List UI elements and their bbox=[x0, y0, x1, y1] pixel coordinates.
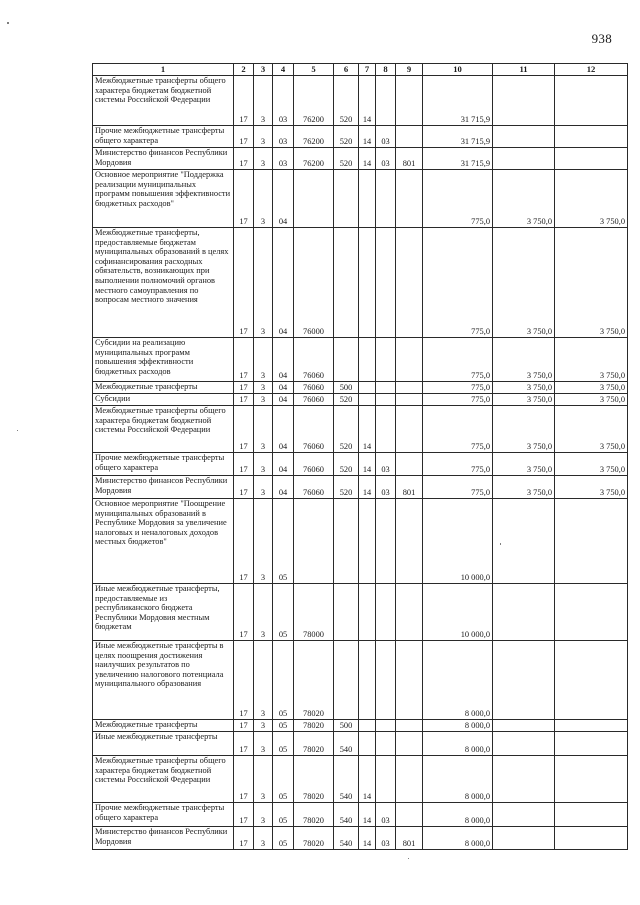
code-2-cell: 17 bbox=[234, 584, 254, 641]
code-3-cell: 3 bbox=[254, 720, 273, 732]
code-6-cell: 540 bbox=[334, 803, 359, 827]
code-7-cell bbox=[359, 641, 376, 720]
row-label-text: Министерство финансов Республики Мордовия bbox=[95, 827, 228, 846]
row-label-text: Иные межбюджетные трансферты, предоставляемые из республиканского бюджета Республики Мордовия местным бюджетам bbox=[95, 584, 220, 632]
code-5-cell: 76200 bbox=[294, 126, 334, 148]
code-3-cell: 3 bbox=[254, 732, 273, 756]
code-6-cell: 520 bbox=[334, 453, 359, 476]
code-8-cell: 03 bbox=[376, 148, 396, 170]
row-label-cell bbox=[93, 720, 234, 732]
table-row bbox=[93, 394, 628, 406]
code-4-cell: 04 bbox=[273, 338, 294, 382]
code-9-cell: 801 bbox=[396, 827, 423, 850]
code-9-cell bbox=[396, 453, 423, 476]
code-6-cell bbox=[334, 499, 359, 584]
row-label-cell bbox=[93, 756, 234, 803]
code-3-cell: 3 bbox=[254, 756, 273, 803]
amount-12-cell: 3 750,0 bbox=[555, 453, 628, 476]
code-9-cell bbox=[396, 641, 423, 720]
code-8-cell: 03 bbox=[376, 827, 396, 850]
table-row bbox=[93, 584, 628, 641]
code-7-cell: 14 bbox=[359, 803, 376, 827]
column-header: 3 bbox=[254, 64, 273, 76]
table-row bbox=[93, 228, 628, 338]
row-label-cell bbox=[93, 126, 234, 148]
code-2-cell: 17 bbox=[234, 382, 254, 394]
column-header: 12 bbox=[555, 64, 628, 76]
page-number: 938 bbox=[591, 31, 612, 46]
code-6-cell: 540 bbox=[334, 756, 359, 803]
amount-10-cell: 31 715,9 bbox=[423, 126, 493, 148]
amount-12-cell: 3 750,0 bbox=[555, 228, 628, 338]
amount-10-cell: 31 715,9 bbox=[423, 148, 493, 170]
code-4-cell: 04 bbox=[273, 394, 294, 406]
code-2-cell: 17 bbox=[234, 756, 254, 803]
code-4-cell: 03 bbox=[273, 76, 294, 126]
code-7-cell bbox=[359, 338, 376, 382]
row-label-cell bbox=[93, 76, 234, 126]
code-6-cell: 540 bbox=[334, 732, 359, 756]
code-7-cell bbox=[359, 382, 376, 394]
code-3-cell: 3 bbox=[254, 641, 273, 720]
code-5-cell bbox=[294, 170, 334, 228]
row-label-text: Межбюджетные трансферты bbox=[95, 720, 198, 729]
code-4-cell: 04 bbox=[273, 406, 294, 453]
amount-11-cell bbox=[493, 803, 555, 827]
code-3-cell: 3 bbox=[254, 499, 273, 584]
amount-11-cell bbox=[493, 76, 555, 126]
row-label-text: Основное мероприятие "Поддержка реализации муниципальных программ повышения эффективности бюджетных расходов" bbox=[95, 170, 231, 208]
code-9-cell bbox=[396, 228, 423, 338]
table-body bbox=[93, 76, 628, 850]
code-5-cell: 76060 bbox=[294, 476, 334, 499]
code-6-cell: 520 bbox=[334, 126, 359, 148]
code-3-cell: 3 bbox=[254, 406, 273, 453]
row-label-cell bbox=[93, 382, 234, 394]
code-2-cell: 17 bbox=[234, 499, 254, 584]
code-7-cell: 14 bbox=[359, 126, 376, 148]
code-6-cell bbox=[334, 584, 359, 641]
code-6-cell: 520 bbox=[334, 476, 359, 499]
amount-10-cell: 775,0 bbox=[423, 394, 493, 406]
column-header: 4 bbox=[273, 64, 294, 76]
row-label-text: Иные межбюджетные трансферты bbox=[95, 732, 218, 741]
row-label-text: Прочие межбюджетные трансферты общего характера bbox=[95, 126, 225, 145]
code-2-cell: 17 bbox=[234, 228, 254, 338]
code-9-cell bbox=[396, 76, 423, 126]
amount-11-cell: 3 750,0 bbox=[493, 382, 555, 394]
code-9-cell bbox=[396, 406, 423, 453]
code-7-cell: 14 bbox=[359, 827, 376, 850]
code-5-cell: 76060 bbox=[294, 338, 334, 382]
scan-speck bbox=[17, 430, 18, 431]
row-label-cell bbox=[93, 406, 234, 453]
code-7-cell bbox=[359, 394, 376, 406]
code-3-cell: 3 bbox=[254, 394, 273, 406]
table-row bbox=[93, 803, 628, 827]
header-row bbox=[93, 64, 628, 76]
code-9-cell bbox=[396, 756, 423, 803]
amount-12-cell bbox=[555, 499, 628, 584]
code-4-cell: 05 bbox=[273, 720, 294, 732]
code-5-cell: 76200 bbox=[294, 148, 334, 170]
row-label-text: Межбюджетные трансферты общего характера бюджетам бюджетной системы Российской Федерации bbox=[95, 76, 226, 105]
code-4-cell: 04 bbox=[273, 453, 294, 476]
code-5-cell: 76200 bbox=[294, 76, 334, 126]
amount-12-cell: 3 750,0 bbox=[555, 338, 628, 382]
code-9-cell bbox=[396, 803, 423, 827]
amount-10-cell: 775,0 bbox=[423, 406, 493, 453]
code-4-cell: 03 bbox=[273, 126, 294, 148]
amount-11-cell: 3 750,0 bbox=[493, 453, 555, 476]
code-5-cell: 78020 bbox=[294, 732, 334, 756]
code-3-cell: 3 bbox=[254, 584, 273, 641]
code-9-cell bbox=[396, 382, 423, 394]
code-8-cell bbox=[376, 228, 396, 338]
table-row bbox=[93, 476, 628, 499]
amount-10-cell: 8 000,0 bbox=[423, 803, 493, 827]
amount-10-cell: 8 000,0 bbox=[423, 641, 493, 720]
code-4-cell: 03 bbox=[273, 148, 294, 170]
amount-11-cell bbox=[493, 126, 555, 148]
amount-11-cell: 3 750,0 bbox=[493, 170, 555, 228]
code-2-cell: 17 bbox=[234, 406, 254, 453]
code-5-cell: 78020 bbox=[294, 641, 334, 720]
column-header: 11 bbox=[493, 64, 555, 76]
code-2-cell: 17 bbox=[234, 803, 254, 827]
code-6-cell: 540 bbox=[334, 827, 359, 850]
code-4-cell: 05 bbox=[273, 827, 294, 850]
amount-12-cell bbox=[555, 76, 628, 126]
row-label-cell bbox=[93, 476, 234, 499]
code-7-cell bbox=[359, 584, 376, 641]
code-8-cell bbox=[376, 720, 396, 732]
amount-12-cell: 3 750,0 bbox=[555, 476, 628, 499]
row-label-cell bbox=[93, 584, 234, 641]
code-8-cell bbox=[376, 76, 396, 126]
code-8-cell bbox=[376, 499, 396, 584]
table-row bbox=[93, 641, 628, 720]
code-8-cell: 03 bbox=[376, 803, 396, 827]
table-row bbox=[93, 126, 628, 148]
code-8-cell bbox=[376, 394, 396, 406]
code-5-cell: 78020 bbox=[294, 720, 334, 732]
code-3-cell: 3 bbox=[254, 76, 273, 126]
row-label-text: Иные межбюджетные трансферты в целях поощрения достижения наилучших результатов по увеличению налогового потенциала муниципального образования bbox=[95, 641, 224, 689]
code-4-cell: 04 bbox=[273, 228, 294, 338]
code-3-cell: 3 bbox=[254, 126, 273, 148]
code-3-cell: 3 bbox=[254, 453, 273, 476]
row-label-text: Межбюджетные трансферты bbox=[95, 382, 198, 391]
code-4-cell: 04 bbox=[273, 170, 294, 228]
code-7-cell: 14 bbox=[359, 476, 376, 499]
scan-speck bbox=[7, 22, 9, 24]
amount-10-cell: 775,0 bbox=[423, 476, 493, 499]
code-6-cell bbox=[334, 228, 359, 338]
code-7-cell bbox=[359, 228, 376, 338]
table-row bbox=[93, 827, 628, 850]
row-label-cell bbox=[93, 803, 234, 827]
amount-12-cell bbox=[555, 827, 628, 850]
row-label-text: Прочие межбюджетные трансферты общего характера bbox=[95, 803, 225, 822]
code-5-cell bbox=[294, 499, 334, 584]
amount-12-cell bbox=[555, 148, 628, 170]
code-8-cell bbox=[376, 338, 396, 382]
code-8-cell bbox=[376, 170, 396, 228]
code-2-cell: 17 bbox=[234, 720, 254, 732]
table-row bbox=[93, 499, 628, 584]
column-header: 8 bbox=[376, 64, 396, 76]
amount-10-cell: 775,0 bbox=[423, 170, 493, 228]
amount-10-cell: 8 000,0 bbox=[423, 756, 493, 803]
amount-10-cell: 775,0 bbox=[423, 453, 493, 476]
column-header: 2 bbox=[234, 64, 254, 76]
code-9-cell bbox=[396, 394, 423, 406]
column-header: 10 bbox=[423, 64, 493, 76]
code-3-cell: 3 bbox=[254, 803, 273, 827]
code-4-cell: 04 bbox=[273, 382, 294, 394]
amount-12-cell: 3 750,0 bbox=[555, 406, 628, 453]
code-5-cell: 76000 bbox=[294, 228, 334, 338]
column-header: 5 bbox=[294, 64, 334, 76]
code-5-cell: 78020 bbox=[294, 803, 334, 827]
amount-11-cell bbox=[493, 756, 555, 803]
amount-11-cell bbox=[493, 720, 555, 732]
code-5-cell: 76060 bbox=[294, 382, 334, 394]
code-3-cell: 3 bbox=[254, 338, 273, 382]
code-7-cell bbox=[359, 499, 376, 584]
code-7-cell: 14 bbox=[359, 756, 376, 803]
code-6-cell: 520 bbox=[334, 148, 359, 170]
table-row bbox=[93, 732, 628, 756]
code-4-cell: 05 bbox=[273, 732, 294, 756]
row-label-text: Межбюджетные трансферты общего характера бюджетам бюджетной системы Российской Федерации bbox=[95, 406, 226, 435]
amount-12-cell: 3 750,0 bbox=[555, 382, 628, 394]
row-label-cell bbox=[93, 641, 234, 720]
table-row bbox=[93, 76, 628, 126]
code-8-cell bbox=[376, 732, 396, 756]
code-9-cell bbox=[396, 720, 423, 732]
code-2-cell: 17 bbox=[234, 453, 254, 476]
code-8-cell bbox=[376, 406, 396, 453]
amount-11-cell bbox=[493, 148, 555, 170]
amount-10-cell: 775,0 bbox=[423, 228, 493, 338]
code-9-cell bbox=[396, 170, 423, 228]
code-8-cell: 03 bbox=[376, 453, 396, 476]
code-5-cell: 76060 bbox=[294, 453, 334, 476]
amount-10-cell: 10 000,0 bbox=[423, 584, 493, 641]
code-9-cell: 801 bbox=[396, 148, 423, 170]
code-4-cell: 05 bbox=[273, 803, 294, 827]
row-label-text: Прочие межбюджетные трансферты общего характера bbox=[95, 453, 225, 472]
code-8-cell bbox=[376, 641, 396, 720]
code-7-cell: 14 bbox=[359, 453, 376, 476]
code-9-cell bbox=[396, 499, 423, 584]
row-label-cell bbox=[93, 394, 234, 406]
amount-12-cell bbox=[555, 720, 628, 732]
code-8-cell bbox=[376, 756, 396, 803]
code-5-cell: 76060 bbox=[294, 406, 334, 453]
code-4-cell: 05 bbox=[273, 584, 294, 641]
code-2-cell: 17 bbox=[234, 126, 254, 148]
code-6-cell: 500 bbox=[334, 720, 359, 732]
amount-12-cell bbox=[555, 732, 628, 756]
code-7-cell bbox=[359, 170, 376, 228]
amount-11-cell bbox=[493, 732, 555, 756]
code-3-cell: 3 bbox=[254, 827, 273, 850]
code-3-cell: 3 bbox=[254, 228, 273, 338]
code-7-cell bbox=[359, 720, 376, 732]
code-6-cell: 520 bbox=[334, 76, 359, 126]
amount-11-cell: 3 750,0 bbox=[493, 338, 555, 382]
code-3-cell: 3 bbox=[254, 170, 273, 228]
table-row bbox=[93, 170, 628, 228]
row-label-cell bbox=[93, 338, 234, 382]
amount-10-cell: 8 000,0 bbox=[423, 720, 493, 732]
amount-10-cell: 8 000,0 bbox=[423, 732, 493, 756]
column-header: 1 bbox=[93, 64, 234, 76]
row-label-cell bbox=[93, 499, 234, 584]
amount-11-cell bbox=[493, 641, 555, 720]
code-2-cell: 17 bbox=[234, 641, 254, 720]
budget-table bbox=[92, 63, 628, 850]
amount-12-cell: 3 750,0 bbox=[555, 170, 628, 228]
code-4-cell: 05 bbox=[273, 641, 294, 720]
code-2-cell: 17 bbox=[234, 394, 254, 406]
code-2-cell: 17 bbox=[234, 732, 254, 756]
amount-10-cell: 31 715,9 bbox=[423, 76, 493, 126]
code-7-cell: 14 bbox=[359, 148, 376, 170]
code-2-cell: 17 bbox=[234, 76, 254, 126]
amount-11-cell: 3 750,0 bbox=[493, 406, 555, 453]
code-5-cell: 78000 bbox=[294, 584, 334, 641]
table-row bbox=[93, 756, 628, 803]
code-5-cell: 78020 bbox=[294, 827, 334, 850]
code-4-cell: 05 bbox=[273, 756, 294, 803]
amount-12-cell: 3 750,0 bbox=[555, 394, 628, 406]
row-label-text: Министерство финансов Республики Мордовия bbox=[95, 148, 228, 167]
row-label-cell bbox=[93, 170, 234, 228]
code-5-cell: 78020 bbox=[294, 756, 334, 803]
code-5-cell: 76060 bbox=[294, 394, 334, 406]
amount-10-cell: 775,0 bbox=[423, 382, 493, 394]
table-row bbox=[93, 382, 628, 394]
code-4-cell: 04 bbox=[273, 476, 294, 499]
code-3-cell: 3 bbox=[254, 476, 273, 499]
amount-12-cell bbox=[555, 584, 628, 641]
amount-10-cell: 775,0 bbox=[423, 338, 493, 382]
table-row bbox=[93, 406, 628, 453]
code-9-cell: 801 bbox=[396, 476, 423, 499]
code-3-cell: 3 bbox=[254, 382, 273, 394]
amount-10-cell: 10 000,0 bbox=[423, 499, 493, 584]
code-6-cell: 500 bbox=[334, 382, 359, 394]
amount-11-cell: 3 750,0 bbox=[493, 394, 555, 406]
column-header: 6 bbox=[334, 64, 359, 76]
code-6-cell bbox=[334, 170, 359, 228]
code-4-cell: 05 bbox=[273, 499, 294, 584]
row-label-cell bbox=[93, 148, 234, 170]
code-2-cell: 17 bbox=[234, 170, 254, 228]
amount-12-cell bbox=[555, 803, 628, 827]
code-6-cell: 520 bbox=[334, 394, 359, 406]
row-label-text: Субсидии на реализацию муниципальных программ повышения эффективности бюджетных расходов bbox=[95, 338, 194, 376]
table-row bbox=[93, 453, 628, 476]
code-2-cell: 17 bbox=[234, 827, 254, 850]
code-6-cell bbox=[334, 641, 359, 720]
row-label-text: Основное мероприятие "Поощрение муниципальных образований в Республике Мордовия за увеличение налоговых и неналоговых доходов местных бюджетов" bbox=[95, 499, 227, 547]
column-header: 9 bbox=[396, 64, 423, 76]
code-9-cell bbox=[396, 732, 423, 756]
code-9-cell bbox=[396, 338, 423, 382]
amount-12-cell bbox=[555, 126, 628, 148]
code-7-cell: 14 bbox=[359, 406, 376, 453]
row-label-cell bbox=[93, 228, 234, 338]
table-row bbox=[93, 148, 628, 170]
row-label-text: Субсидии bbox=[95, 394, 131, 403]
amount-11-cell: 3 750,0 bbox=[493, 476, 555, 499]
code-7-cell bbox=[359, 732, 376, 756]
code-8-cell: 03 bbox=[376, 476, 396, 499]
table-row bbox=[93, 338, 628, 382]
code-6-cell: 520 bbox=[334, 406, 359, 453]
code-8-cell bbox=[376, 584, 396, 641]
amount-10-cell: 8 000,0 bbox=[423, 827, 493, 850]
amount-11-cell bbox=[493, 827, 555, 850]
code-8-cell bbox=[376, 382, 396, 394]
code-3-cell: 3 bbox=[254, 148, 273, 170]
row-label-text: Министерство финансов Республики Мордовия bbox=[95, 476, 228, 495]
scan-speck bbox=[500, 543, 501, 545]
table-row bbox=[93, 720, 628, 732]
code-2-cell: 17 bbox=[234, 148, 254, 170]
code-9-cell bbox=[396, 584, 423, 641]
code-8-cell: 03 bbox=[376, 126, 396, 148]
amount-12-cell bbox=[555, 641, 628, 720]
amount-12-cell bbox=[555, 756, 628, 803]
row-label-cell bbox=[93, 732, 234, 756]
row-label-cell bbox=[93, 827, 234, 850]
amount-11-cell bbox=[493, 499, 555, 584]
scan-speck bbox=[408, 858, 409, 859]
code-7-cell: 14 bbox=[359, 76, 376, 126]
code-6-cell bbox=[334, 338, 359, 382]
code-2-cell: 17 bbox=[234, 338, 254, 382]
amount-11-cell bbox=[493, 584, 555, 641]
row-label-text: Межбюджетные трансферты общего характера бюджетам бюджетной системы Российской Федерации bbox=[95, 756, 226, 785]
code-2-cell: 17 bbox=[234, 476, 254, 499]
row-label-text: Межбюджетные трансферты, предоставляемые бюджетам муниципальных образований в целях софинансирования расходных обязательств, возникающих при выполнении полномочий органов местного самоуправления по вопросам местного значения bbox=[95, 228, 229, 305]
column-header: 7 bbox=[359, 64, 376, 76]
row-label-cell bbox=[93, 453, 234, 476]
code-9-cell bbox=[396, 126, 423, 148]
amount-11-cell: 3 750,0 bbox=[493, 228, 555, 338]
